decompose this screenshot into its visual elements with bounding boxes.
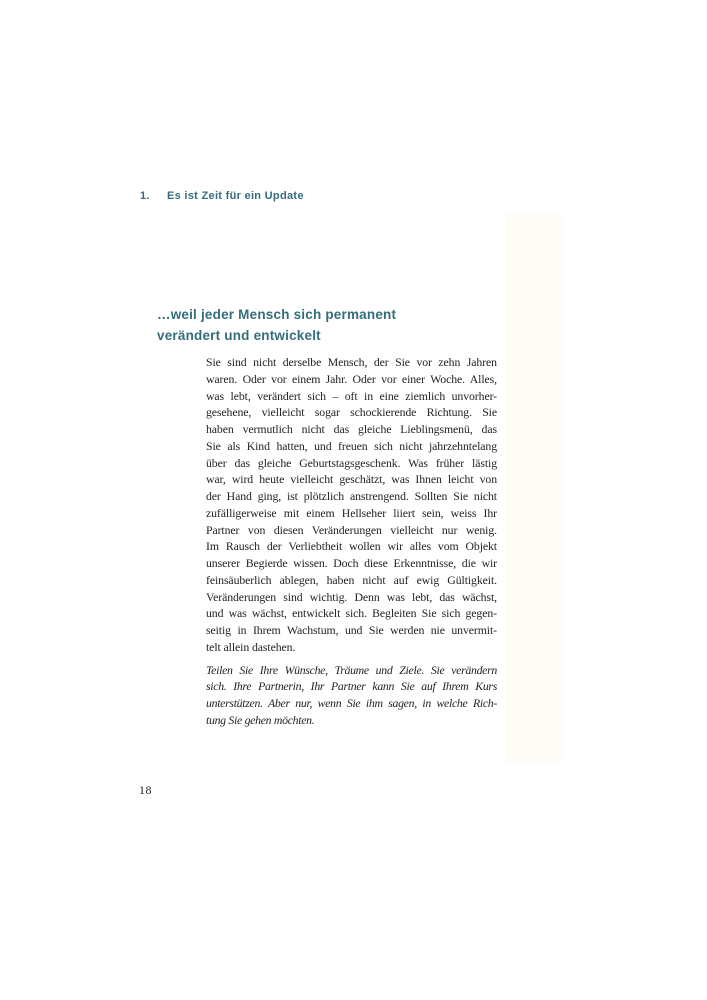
body-text-line: Veränderungen sind wichtig. Denn was lebt, das wächst, — [206, 589, 497, 604]
body-text-line: Im Rausch der Verliebtheit wollen wir alles vom Objekt — [206, 539, 497, 554]
page-number: 18 — [139, 783, 152, 797]
body-text-line: seitig in Ihrem Wachstum, und Sie werden nie unvermit- — [206, 623, 497, 637]
section-heading-line-2: verändert und entwickelt — [157, 328, 321, 343]
body-text-line: über das gleiche Geburtstagsgeschenk. Was früher lästig — [206, 455, 497, 470]
body-text-line: was lebt, verändert sich – oft in eine ziemlich unvorher- — [206, 388, 497, 403]
body-text-line: unserer Begierde wissen. Doch diese Erkenntnisse, die wir — [206, 556, 497, 570]
body-paragraph-main — [206, 354, 497, 656]
body-text-line: der Hand ging, ist plötzlich anstrengend. Sollten Sie nicht — [206, 489, 497, 503]
body-text-block — [206, 354, 497, 729]
body-text-line: Sie sind nicht derselbe Mensch, der Sie vor zehn Jahren — [206, 355, 497, 369]
section-heading — [157, 304, 487, 346]
body-text-line: tung Sie gehen möchten. — [206, 712, 315, 727]
body-text-line: und was wächst, entwickelt sich. Begleiten Sie sich gegen- — [206, 606, 497, 621]
body-text-line: unterstützen. Aber nur, wenn Sie ihm sagen, in welche Rich- — [206, 696, 497, 710]
scan-artifact-band — [506, 214, 564, 762]
body-text-line: feinsäuberlich ablegen, haben nicht auf ewig Gültigkeit. — [206, 572, 497, 587]
chapter-number: 1. — [140, 190, 150, 202]
body-text-line: haben vermutlich nicht das gleiche Lieblingsmenü, das — [206, 422, 497, 436]
body-text-line: gesehene, vielleicht sogar schockierende Richtung. Sie — [206, 405, 497, 420]
section-heading-line-1: …weil jeder Mensch sich permanent — [157, 307, 397, 322]
body-text-line: war, wird heute vielleicht geschätzt, was Ihnen leicht von — [206, 472, 497, 487]
body-paragraph-italic — [206, 662, 497, 729]
body-text-line: zufälligerweise mit einem Hellseher liiert sein, weiss Ihr — [206, 505, 497, 520]
body-text-line: telt allein dastehen. — [206, 639, 296, 654]
body-text-line: Sie als Kind hatten, und freuen sich nicht jahrzehntelang — [206, 438, 497, 453]
body-text-line: Teilen Sie Ihre Wünsche, Träume und Ziele. Sie verändern — [206, 662, 497, 677]
body-text-line: Partner von diesen Veränderungen vielleicht nur wenig. — [206, 522, 497, 537]
body-text-line: sich. Ihre Partnerin, Ihr Partner kann Sie auf Ihrem Kurs — [206, 679, 497, 694]
chapter-title: Es ist Zeit für ein Update — [167, 190, 304, 202]
running-header — [140, 190, 304, 202]
body-text-line: waren. Oder vor einem Jahr. Oder vor einer Woche. Alles, — [206, 371, 497, 386]
